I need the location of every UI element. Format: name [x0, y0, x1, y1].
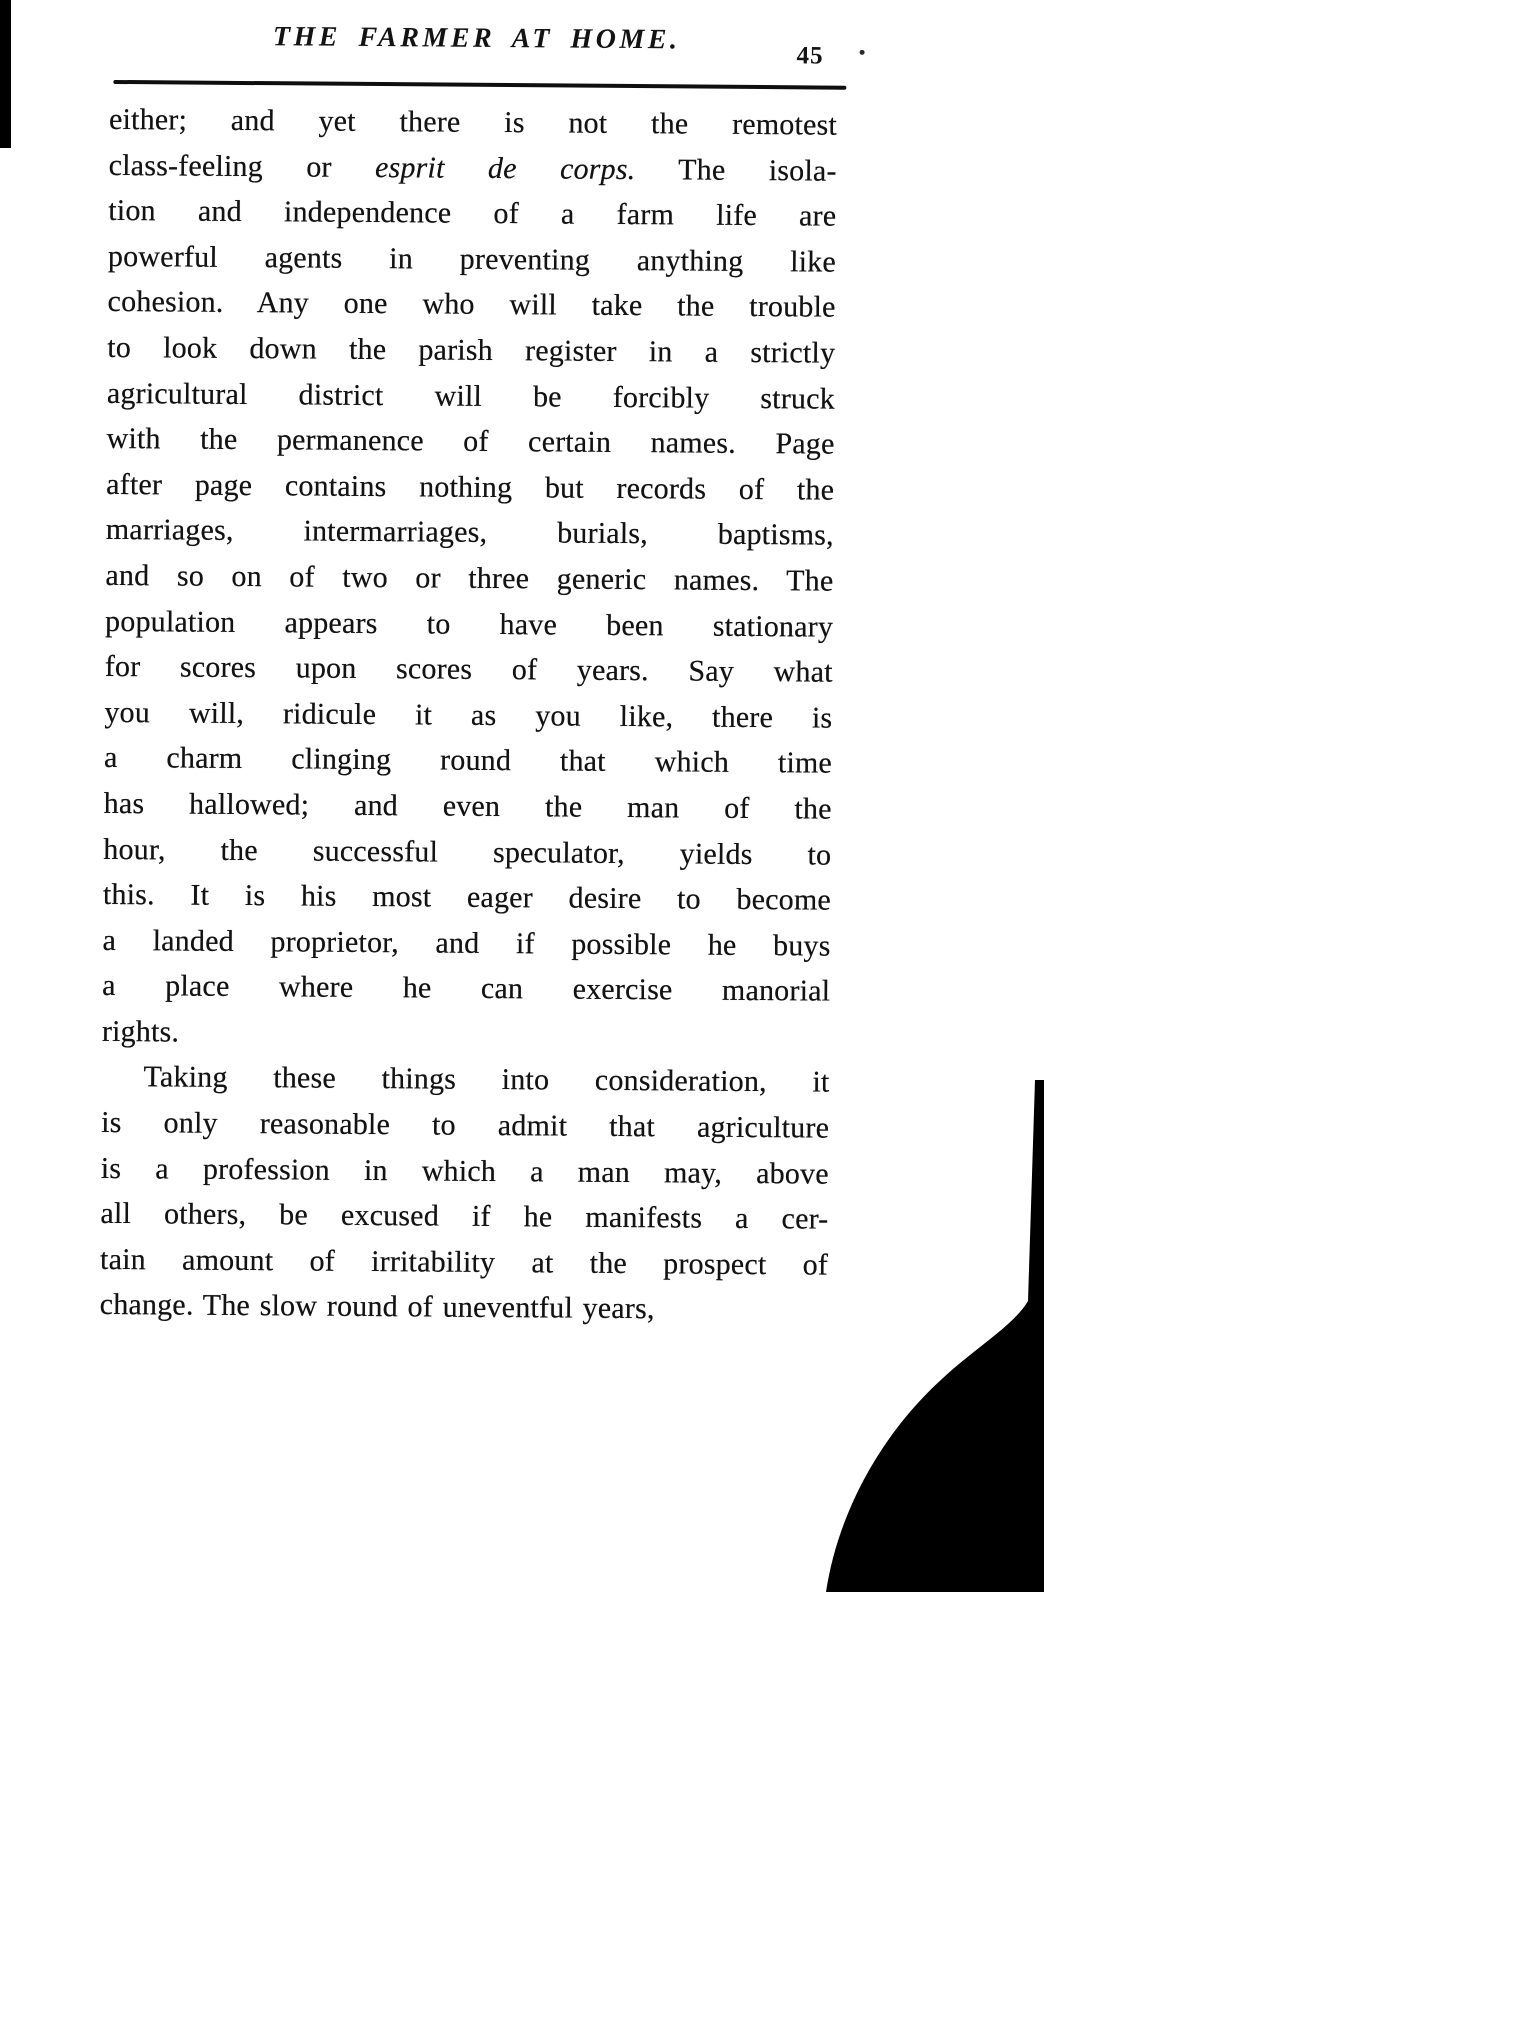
text-segment: tain amount of irritability at the prospect of	[99, 1242, 829, 1282]
text-line	[102, 918, 830, 969]
text-line	[103, 826, 831, 877]
text-segment: and so on of two or three generic names. The	[105, 558, 834, 598]
text-line	[104, 781, 832, 832]
text-segment: is only reasonable to admit that agriculture	[101, 1105, 830, 1145]
text-line	[108, 188, 836, 239]
text-line	[109, 97, 837, 148]
text-line	[100, 1282, 828, 1333]
header-rule	[113, 80, 846, 89]
text-segment: powerful agents in preventing anything like	[107, 239, 837, 279]
text-segment: agricultural district will be forcibly struck	[106, 376, 836, 416]
text-segment: to look down the parish register in a strictly	[107, 330, 836, 370]
text-line	[107, 325, 835, 376]
scan-artifact-page-curl-blob	[818, 1073, 1050, 1597]
page-number: 45	[796, 42, 824, 70]
text-line	[107, 279, 835, 330]
text-segment: population appears to have been stationary	[104, 604, 834, 644]
text-line	[104, 690, 832, 741]
text-line	[109, 143, 837, 194]
text-segment: you will, ridicule it as you like, there is	[104, 695, 833, 735]
text-line	[106, 462, 834, 513]
text-segment: with the permanence of certain names. Page	[106, 422, 835, 461]
text-line	[107, 370, 835, 421]
text-line	[100, 1191, 828, 1242]
text-segment: all others, be excused if he manifests a cer-	[100, 1197, 829, 1236]
text-segment: The isola-	[635, 152, 837, 188]
text-segment: tion and independence of a farm life are	[108, 194, 837, 233]
text-segment: change. The slow round of uneventful years,	[99, 1288, 655, 1326]
italic-text: esprit de corps.	[374, 150, 636, 186]
text-segment: a landed proprietor, and if possible he buys	[102, 923, 831, 963]
text-segment: a charm clinging round that which time	[103, 741, 833, 780]
text-block	[100, 97, 838, 1334]
text-line	[102, 963, 830, 1014]
text-line	[105, 644, 833, 695]
scan-speck	[860, 50, 865, 55]
text-line	[102, 1009, 830, 1060]
text-line	[105, 553, 833, 604]
text-line	[103, 872, 831, 923]
text-line	[106, 507, 834, 558]
text-line	[105, 598, 833, 649]
text-segment: has hallowed; and even the man of the	[103, 786, 832, 826]
text-line	[100, 1237, 828, 1288]
text-segment: after page contains nothing but records of the	[106, 467, 835, 507]
text-segment: is a profession in which a man may, above	[100, 1151, 829, 1191]
text-segment: this. It is his most eager desire to become	[102, 877, 832, 917]
text-segment: class-feeling or	[108, 148, 376, 184]
text-line	[108, 234, 836, 285]
text-segment: for scores upon scores of years. Say what	[104, 650, 833, 689]
text-line	[101, 1100, 829, 1151]
text-line	[106, 416, 834, 467]
text-line	[101, 1054, 829, 1105]
text-segment: Taking these things into consideration, it	[143, 1060, 830, 1100]
text-segment: marriages, intermarriages, burials, baptisms,	[105, 513, 834, 552]
text-segment: a place where he can exercise manorial	[102, 969, 831, 1008]
text-segment: either; and yet there is not the remotest	[108, 102, 838, 142]
text-line	[104, 735, 832, 786]
text-segment: cohesion. Any one who will take the trouble	[107, 285, 836, 325]
text-line	[101, 1146, 829, 1197]
text-segment: rights.	[101, 1014, 180, 1049]
text-segment: hour, the successful speculator, yields to	[103, 832, 832, 872]
scan-artifact-left-edge-bar	[0, 0, 11, 148]
running-title: THE FARMER AT HOME.	[272, 21, 681, 56]
